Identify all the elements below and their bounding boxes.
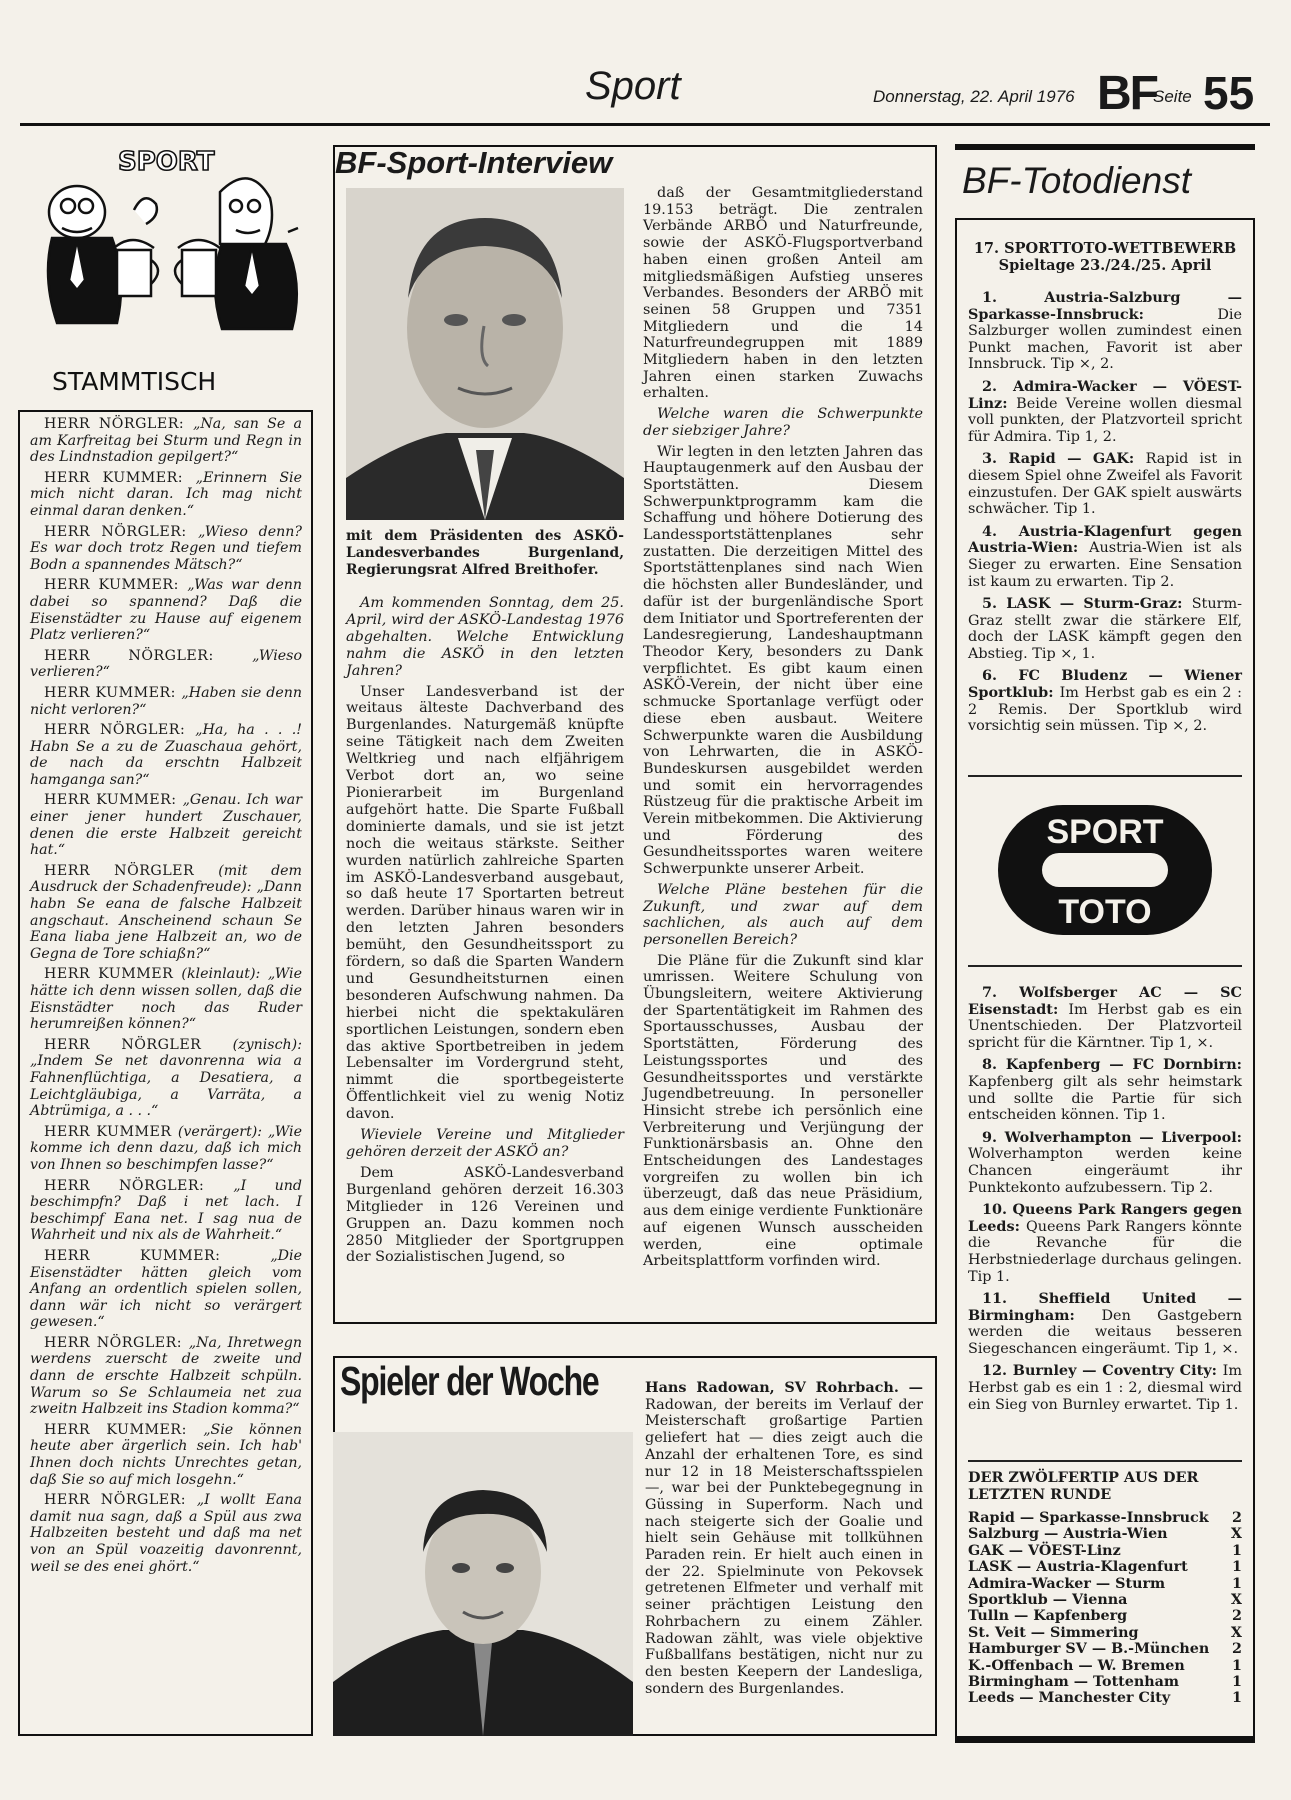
zwoelfertip-match: Sportklub — Vienna (968, 1592, 1128, 1609)
interview-answer: Wir legten in den letzten Jahren das Hauptaugenmerk auf den Ausbau der Sportstätten. Diesem Schwerpunktprogramm kam die Schaffung und höhere Dotierung des Landessportstättenplanes sehr zustatten. Die derzeitigen Mittel des Sportstättenplanes sind nach Wien die höchsten aller Bundesländer, und dafür ist der burgenländische Sport dem Initiator und Sportreferenten der Landesregierung, Landeshauptmann Theodor Kery, besonders zu Dank verpflichtet. Es gibt kaum einen ASKÖ-Verein, der nicht über eine schmucke Sportanlage verfügt oder diese eben ausbaut. Weitere Schwerpunkte waren die Ausbildung von Lehrwarten, die in ASKÖ-Bundeskursen ausgebildet werden und somit ein hervorragendes Rüstzeug für die praktische Arbeit im Verein mitbekommen. Die Aktivierung und Förderung des Gesundheitssportes waren weitere Schwerpunkte unserer Arbeit. (643, 443, 923, 878)
toto-separator (968, 965, 1242, 967)
dialogue-text: „Was war denn dabei so spannend? Daß die Eisenstädter zu Hause auf eigenem Platz verlieren?“ (30, 577, 302, 644)
dialogue-text: (zynisch): „Indem Se net davonrenna wia a Fahnenflüchtiga, a Desatiera, a Leichtgläubiga, a Varräta, a Abtrümiga, a . . .“ (30, 1036, 302, 1120)
dialogue-text: „Erinnern Sie mich nicht daran. Ich mag nicht einmal daran denken.“ (30, 469, 302, 519)
toto-forecast: Die Salzburger wollen zumindest einen Punkt machen, Favorit ist aber Innsbruck. Tip ×, 2. (968, 306, 1242, 373)
zwoelfertip-row (968, 1658, 1242, 1674)
issue-date: Donnerstag, 22. April 1976 (873, 87, 1075, 106)
zwoelfertip-row (968, 1576, 1242, 1592)
toto-forecast: Sturm-Graz stellt zwar die stärkere Elf, doch der LASK kämpft gegen den Abstieg. Tip ×, 1. (968, 596, 1242, 662)
stammtisch-cartoon (22, 140, 314, 400)
toto-forecast: Beide Vereine wollen diesmal voll punkten, der Platzvorteil spricht für Admira. Tip 1, 2. (968, 395, 1243, 445)
dialogue-text: „Haben sie denn nicht verloren?“ (30, 684, 302, 718)
dialogue-line (30, 1037, 302, 1120)
dialogue-line (30, 648, 302, 681)
zwoelfertip-row (968, 1625, 1242, 1641)
interview-question: Am kommenden Sonntag, dem 25. April, wird der ASKÖ-Landestag 1976 abgehalten. Welche Entwicklung nahm die ASKÖ in den letzten Jahren? (346, 595, 624, 679)
zwoelfertip-match: Salzburg — Austria-Wien (968, 1526, 1168, 1543)
dialogue-line (30, 1492, 302, 1575)
zwoelfertip-tip: X (1230, 1624, 1242, 1641)
speaker-name: HERR KUMMER: (44, 577, 188, 594)
toto-game (968, 1363, 1242, 1413)
toto-game (968, 1291, 1242, 1357)
toto-game (968, 524, 1242, 590)
interview-title: BF-Sport-Interview (335, 145, 613, 180)
toto-forecast: Im Herbst gab es ein Unentschieden. Der Platzvorteil spricht für die Kärntner. Tip 1, ×. (968, 1001, 1242, 1051)
dialogue-text: „I und beschimpfn? Daß i net lach. I beschimpf Eana net. I sag nua de Wahrheit und nix als de Wahrheit.“ (30, 1177, 302, 1244)
portrait-caption: mit dem Präsidenten des ASKÖ-Landesverbandes Burgenland, Regierungsrat Alfred Breithofer. (346, 528, 624, 579)
interview-column-b (643, 185, 923, 1274)
interview-question: Welche Pläne bestehen für die Zukunft, und zwar auf dem sachlichen, als auch auf dem personellen Bereich? (643, 881, 923, 948)
speaker-name: HERR KUMMER: (44, 1247, 271, 1264)
toto-game (968, 379, 1242, 445)
toto-game (968, 985, 1242, 1051)
toto-match: 5. LASK — Sturm-Graz: (982, 595, 1192, 613)
toto-forecast: Queens Park Rangers könnte die Revanche für die Herbstniederlage durchaus gelingen. Tip 1. (968, 1218, 1243, 1285)
dialogue-text: (verärgert): „Wie komme ich denn dazu, daß ich mich von Ihnen so beschimpfen lasse?“ (30, 1123, 302, 1173)
zwoelfertip-match: Tulln — Kapfenberg (968, 1608, 1128, 1625)
masthead-rule (20, 123, 1270, 126)
logo-stammtisch-text: STAMMTISCH (52, 367, 217, 396)
zwoelfertip-match: St. Veit — Simmering (968, 1624, 1139, 1641)
logo-sport: SPORT (1046, 813, 1164, 851)
bf-logo: BF (1097, 67, 1157, 120)
zwoelfertip-tip: 1 (1232, 1559, 1242, 1576)
dialogue-line (30, 1124, 302, 1174)
speaker-name: HERR KUMMER (44, 966, 182, 983)
toto-header (968, 240, 1242, 274)
toto-game (968, 1057, 1242, 1123)
dialogue-text: „Wieso denn? Es war doch trotz Regen und tiefem Bodn a spannendes Mätsch?“ (30, 523, 302, 573)
page-number: 55 (1203, 67, 1255, 119)
toto-match: 3. Rapid — GAK: (982, 450, 1146, 468)
interview-answer: Dem ASKÖ-Landesverband Burgenland gehören derzeit 16.303 Mitglieder in 126 Vereinen und Gruppen an. Dazu kommen noch 2850 Mitglieder der Sportgruppen der Sozialistischen Jugend, so (346, 1164, 624, 1266)
spieler-text (645, 1380, 923, 1697)
logo-sport-text: SPORT (118, 147, 215, 177)
zwoelfertip-header: DER ZWÖLFERTIP AUS DER LETZTEN RUNDE (968, 1469, 1199, 1503)
toto-game (968, 668, 1242, 734)
zwoelfertip-match: LASK — Austria-Klagenfurt (968, 1559, 1188, 1576)
zwoelfertip-list (968, 1510, 1242, 1707)
speaker-name: HERR NÖRGLER: (44, 722, 196, 739)
zwoelfertip-row (968, 1510, 1242, 1526)
toto-forecast: Im Herbst gab es ein 2 : 2 Remis. Der Sportklub wird vorsichtig sein müssen. Tip ×, 2. (968, 685, 1242, 735)
zwoelfertip-row (968, 1608, 1242, 1624)
toto-separator (968, 775, 1242, 777)
speaker-name: HERR NÖRGLER: (44, 1334, 189, 1351)
page-label: Seite (1153, 87, 1192, 106)
dialogue-text: (kleinlaut): „Wie hätte ich denn wissen sollen, daß die Eisnstädter noch das Ruder herumreißen können?“ (30, 966, 302, 1033)
speaker-name: HERR KUMMER: (44, 469, 196, 486)
toto-bottom-rule (955, 1738, 1255, 1743)
dialogue-text: (mit dem Ausdruck der Schadenfreude): „Dann habn Se eana de falsche Halbzeit angschaut. Anscheinend schaun Se Eana liaba jene Halbzeit an, wo de Gegna de Tore schiaßn?“ (30, 862, 302, 962)
zwoelfertip-match: GAK — VÖEST-Linz (968, 1542, 1121, 1559)
player-photo (333, 1432, 633, 1736)
dialogue-line (30, 1178, 302, 1244)
toto-contest: 17. SPORTTOTO-WETTBEWERB (973, 240, 1237, 257)
dialogue-line (30, 685, 302, 718)
zwoelfertip-match: Admira-Wacker — Sturm (968, 1575, 1166, 1592)
speaker-name: HERR KUMMER: (44, 1421, 204, 1438)
interview-question: Wieviele Vereine und Mitglieder gehören derzeit der ASKÖ an? (346, 1127, 624, 1160)
toto-forecast: Kapfenberg gilt als sehr heimstark und sollte die Partie für sich entscheiden können. Tip 1. (968, 1073, 1242, 1124)
toto-match: 9. Wolverhampton — Liverpool: (982, 1128, 1242, 1146)
speaker-name: HERR NÖRGLER: (44, 523, 198, 540)
zwoelfertip-tip: 2 (1232, 1641, 1242, 1658)
zwoelfertip-match: Birmingham — Tottenham (968, 1674, 1180, 1691)
zwoelfertip-row (968, 1674, 1242, 1690)
zwoelfertip-match: Hamburger SV — B.-München (968, 1641, 1210, 1658)
toto-separator (968, 1460, 1242, 1462)
toto-forecast: Rapid ist in diesem Spiel ohne Zweifel als Favorit einzustufen. Der GAK spielt auswärts schwächer. Tip 1. (968, 451, 1243, 518)
speaker-name: HERR NÖRGLER: (44, 1177, 234, 1194)
dialogue-line (30, 524, 302, 574)
zwoelfertip-row (968, 1526, 1242, 1542)
toto-games-b (968, 985, 1242, 1419)
toto-game (968, 290, 1242, 373)
interview-answer: Unser Landesverband ist der weitaus älteste Dachverband des Burgenlandes. Naturgemäß knüpfte seine Tätigkeit nach dem Zweiten Weltkrieg und nach elfjährigem Verbot dort an, wo seine Pionierarbeit im Burgenland aufgehört hatte. Die Sparte Fußball dominierte damals, und sie ist jetzt noch die weitaus stärkste. Seither wurden natürlich zahlreiche Sparten im ASKÖ-Landesverband ausgebaut, so daß heute 17 Sportarten betreut werden. Darüber hinaus waren wir in den letzten Jahren besonders bemüht, den Gesundheitssport zu fördern, so daß die Sparten Wandern und Gesundheitsturnen einen besonderen Aufschwung nahmen. Da hierbei nicht die spektakulären sportlichen Leistungen, sondern eben das aktive Sportbetreiben in jedem Lebensalter im Vordergrund steht, nimmt die sportbegeisterte Öffentlichkeit viel zu wenig Notiz davon. (346, 683, 624, 1123)
section-title: Sport (585, 64, 681, 108)
toto-game (968, 1202, 1242, 1285)
speaker-name: HERR NÖRGLER (44, 862, 219, 879)
toto-match: 6. FC Bludenz — Wiener Sportklub: (968, 667, 1242, 702)
player-description: Radowan, der bereits im Verlauf der Meisterschaft großartige Partien geliefert hat — dies zeigt auch die Anzahl der erhaltenen Tore, es sind nur 12 in 18 Meisterschaftsspielen —, war bei der Punktebegegnung in Güssing in Superform. Nach und nach steigerte sich der Goalie und hielt sein Gehäuse mit tollkühnen Paraden rein. Er hielt auch einen in der 22. Spielminute von Pekovsek getretenen Elfmeter und verhalf mit seiner prächtigen Leistung den Rohrbachern zu einem Zähler. Radowan zählt, was viele objektive Fußballfans bestätigen, nicht nur zu den besten Keepern der Landesliga, sondern des Burgenlandes. (645, 1396, 923, 1697)
zwoelfertip-tip: X (1230, 1592, 1242, 1609)
dialogue-line (30, 1248, 302, 1331)
speaker-name: HERR KUMMER: (44, 684, 182, 701)
dialogue-line (30, 1422, 302, 1488)
dialogue-line (30, 966, 302, 1032)
toto-match: 2. Admira-Wacker — VÖEST-Linz: (968, 377, 1242, 412)
dialogue-line (30, 863, 302, 963)
dialogue-line (30, 470, 302, 520)
zwoelfertip-row (968, 1592, 1242, 1608)
toto-game (968, 596, 1242, 662)
player-name: Hans Radowan, SV Rohrbach. — (645, 1379, 923, 1396)
speaker-name: HERR NÖRGLER: (44, 1492, 197, 1509)
logo-toto: TOTO (1058, 893, 1152, 931)
zwoelfertip-tip: 2 (1232, 1608, 1242, 1625)
dialogue-line (30, 1335, 302, 1418)
dialogue-line (30, 792, 302, 858)
zwoelfertip-match: Rapid — Sparkasse-Innsbruck (968, 1510, 1209, 1526)
zwoelfertip-row (968, 1543, 1242, 1559)
zwoelfertip-tip: 1 (1232, 1690, 1242, 1707)
zwoelfertip-row (968, 1641, 1242, 1657)
toto-match: 11. Sheffield United — Birmingham: (968, 1290, 1242, 1324)
toto-forecast: Austria-Wien ist als Sieger zu erwarten. Eine Sensation ist kaum zu erwarten. Tip 2. (968, 540, 1242, 590)
zwoelfertip-tip: 1 (1232, 1575, 1242, 1592)
speaker-name: HERR KUMMER (44, 1123, 178, 1140)
sport-toto-logo (996, 803, 1214, 937)
dialogue-text: „I wollt Eana damit nua sagn, daß a Spül aus zwa Halbzeiten besteht und daß ma net von an Spül voazeitig davonrennt, weil se des enei ghört.“ (30, 1492, 302, 1575)
interview-column-a (346, 595, 624, 1270)
dialogue-text: „Wieso verlieren?“ (30, 647, 302, 681)
zwoelfertip-tip: 1 (1232, 1542, 1242, 1559)
interview-answer: daß der Gesamtmitgliederstand 19.153 beträgt. Die zentralen Verbände ARBÖ und Naturfreunde, sowie der ASKÖ-Flugsportverband haben einen großen Anteil am mitgliedsmäßigen Aufstieg unseres Verbandes. Besonders der ARBÖ mit seinen 58 Gruppen und 7351 Mitgliedern und die 14 Naturfreundegruppen mit 1889 Mitgliedern haben in den letzten Jahren einen starken Zuwachs erhalten. (643, 185, 923, 402)
speaker-name: HERR KUMMER: (44, 792, 183, 809)
zwoelfertip-row (968, 1559, 1242, 1575)
toto-forecast: Den Gastgebern werden die weitaus besseren Siegeschancen eingeräumt. Tip 1, ×. (968, 1307, 1242, 1357)
dialogue-text: „Ha, ha . . .! Habn Se a zu de Zuaschaua gehört, de nach da erschtn Halbzeit hamganga san?“ (30, 722, 302, 788)
toto-match: 4. Austria-Klagenfurt gegen Austria-Wien: (968, 522, 1242, 557)
dialogue-text: „Na, Ihretwegn werdens zuerscht de zweite und dann de erschte Halbzeit schpüln. Warum so Se Schlaumeia net zua zweitn Halbzeit ins Stadion komma?“ (30, 1334, 302, 1418)
speaker-name: HERR NÖRGLER: (44, 647, 253, 664)
toto-games-a (968, 290, 1242, 741)
toto-match: 10. Queens Park Rangers gegen Leeds: (968, 1201, 1242, 1235)
toto-forecast: Im Herbst gab es ein 1 : 2, diesmal wird ein Sieg von Burnley erwartet. Tip 1. (968, 1363, 1242, 1413)
toto-matchdays: Spieltage 23./24./25. April (998, 257, 1212, 274)
dialogue-line (30, 416, 302, 466)
dialogue-text: „Sie können heute aber ärgerlich sein. Ich hab' Ihnen doch nichts Unrechtes getan, daß Sie so auf mich losgehn.“ (30, 1421, 302, 1488)
zwoelfertip-tip: X (1230, 1526, 1242, 1543)
interview-answer: Die Pläne für die Zukunft sind klar umrissen. Weitere Schulung von Übungsleitern, weitere Aktivierung der Spartentätigkeit im Rahmen des Sportausschusses, Ausbau der Sportstätten, Förderung des Leistungssportes und des Gesundheitssportes und verstärkte Jugendbetreuung. In personeller Hinsicht strebe ich persönlich eine Verbreiterung und Verjüngung der Funktionärsbasis an. Ohne den Entscheidungen des Landestages vorgreifen zu wollen bin ich überzeugt, daß das neue Präsidium, aus dem einige verdiente Funktionäre auf eigenen Wunsch ausscheiden werden, eine optimale Arbeitsplattform vorfinden wird. (643, 952, 923, 1270)
toto-title: BF-Totodienst (962, 160, 1191, 201)
toto-game (968, 451, 1242, 517)
president-portrait (346, 188, 624, 520)
zwoelfertip-tip: 1 (1232, 1657, 1242, 1674)
toto-match: 7. Wolfsberger AC — SC Eisenstadt: (968, 984, 1242, 1018)
spieler-title: Spieler der Woche (340, 1358, 599, 1404)
dialogue-text: „Na, san Se a am Karfreitag bei Sturm und Regn in des Lindnstadion gepilgert?“ (30, 416, 302, 466)
toto-top-rule (955, 144, 1255, 150)
dialogue-line (30, 722, 302, 788)
dialogue-line (30, 577, 302, 643)
zwoelfertip-tip: 2 (1232, 1510, 1242, 1526)
toto-match: 12. Burnley — Coventry City: (982, 1362, 1223, 1380)
toto-game (968, 1130, 1242, 1196)
dialogue-text: „Genau. Ich war einer jener hundert Zuschauer, denen die erste Halbzeit gereicht hat.“ (30, 792, 302, 859)
stammtisch-dialogue (30, 416, 302, 1579)
interview-question: Welche waren die Schwerpunkte der siebziger Jahre? (643, 406, 923, 439)
zwoelfertip-row (968, 1690, 1242, 1706)
toto-match: 1. Austria-Salzburg — Sparkasse-Innsbruck: (968, 289, 1242, 323)
zwoelfertip-match: K.-Offenbach — W. Bremen (968, 1657, 1185, 1674)
dialogue-text: „Die Eisenstädter hätten gleich vom Anfang an ordentlich spielen sollen, dann wär ich nicht so verärgert gewesen.“ (30, 1247, 302, 1331)
zwoelfertip-tip: 1 (1232, 1674, 1242, 1691)
zwoelfertip-match: Leeds — Manchester City (968, 1690, 1171, 1707)
speaker-name: HERR NÖRGLER: (44, 416, 193, 432)
speaker-name: HERR NÖRGLER (44, 1036, 233, 1053)
toto-match: 8. Kapfenberg — FC Dornbirn: (982, 1056, 1242, 1074)
toto-forecast: Wolverhampton werden keine Chancen eingeräumt ihr Punktekonto aufzubessern. Tip 2. (968, 1146, 1242, 1196)
